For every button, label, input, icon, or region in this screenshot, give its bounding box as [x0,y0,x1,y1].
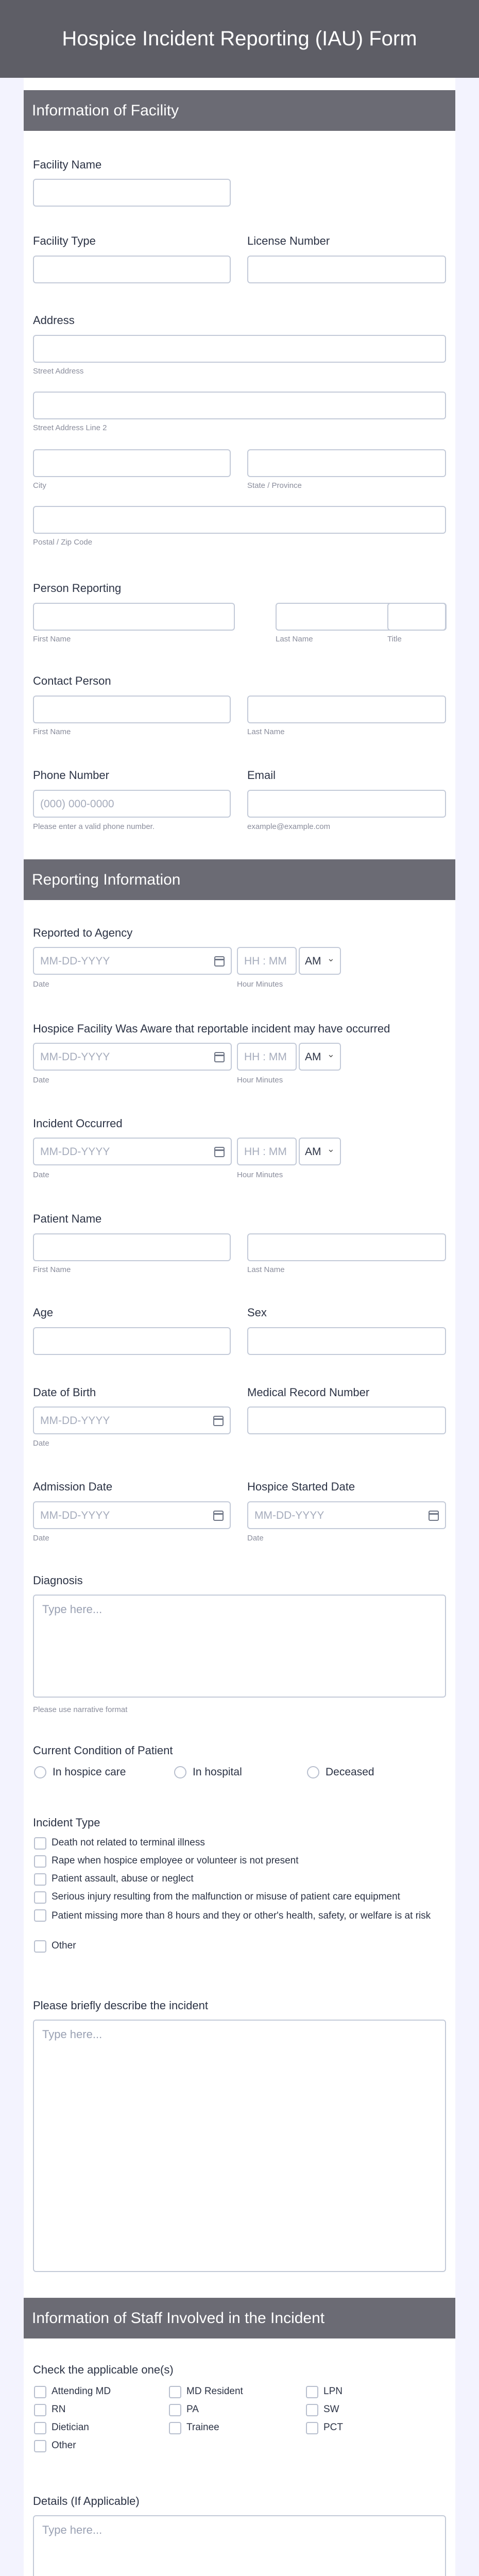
date-placeholder: MM-DD-YYYY [40,1415,110,1427]
incident-type-checkbox-4[interactable] [34,1909,46,1922]
reported-to-agency-label: Reported to Agency [33,926,133,939]
staff-checkbox-lpn[interactable] [306,2386,318,2398]
email-input[interactable] [247,790,446,818]
state-sublabel: State / Province [247,481,302,490]
incident-type-option-4: Patient missing more than 8 hours and they or other's health, safety, or welfare is at risk [52,1910,431,1921]
contact-person-label: Contact Person [33,674,111,687]
mrn-input[interactable] [247,1406,446,1434]
calendar-icon[interactable] [214,1147,225,1157]
reported-date-sublabel: Date [33,980,49,989]
date-placeholder: MM-DD-YYYY [40,1051,110,1063]
date-placeholder: MM-DD-YYYY [40,1146,110,1158]
aware-date-input[interactable] [33,1043,232,1071]
condition-option-hospice: In hospice care [53,1766,126,1778]
admission-date-sublabel: Date [33,1534,49,1543]
date-placeholder: MM-DD-YYYY [40,955,110,967]
sex-input[interactable] [247,1327,446,1355]
staff-option-lpn: LPN [323,2386,343,2397]
staff-checkbox-trainee[interactable] [169,2422,181,2434]
staff-checkbox-sw[interactable] [306,2404,318,2416]
contact-first-name-input[interactable] [33,696,231,723]
hospice-started-input[interactable] [247,1501,446,1529]
incident-type-option-3: Serious injury resulting from the malfunction or misuse of patient care equipment [52,1891,400,1902]
chevron-down-icon: ⌄ [327,953,335,963]
condition-option-deceased: Deceased [326,1766,374,1778]
sex-label: Sex [247,1306,267,1319]
reporter-last-sublabel: Last Name [276,635,313,643]
staff-checkbox-md-resident[interactable] [169,2386,181,2398]
facility-name-input[interactable] [33,179,231,207]
incident-time-sublabel: Hour Minutes [237,1171,283,1179]
street-address-2-sublabel: Street Address Line 2 [33,423,107,432]
incident-type-option-2: Patient assault, abuse or neglect [52,1873,194,1884]
age-input[interactable] [33,1327,231,1355]
staff-option-attending-md: Attending MD [52,2386,111,2397]
incident-occurred-label: Incident Occurred [33,1117,123,1130]
section-header-reporting: Reporting Information [24,859,455,900]
admission-date-input[interactable] [33,1501,231,1529]
incident-type-checkbox-5[interactable] [34,1940,46,1953]
facility-aware-label: Hospice Facility Was Aware that reportable incident may have occurred [33,1022,390,1035]
incident-type-checkbox-3[interactable] [34,1891,46,1904]
hospice-started-label: Hospice Started Date [247,1480,355,1493]
aware-time-sublabel: Hour Minutes [237,1076,283,1084]
condition-radio-hospital[interactable] [174,1766,186,1778]
phone-placeholder: (000) 000-0000 [40,798,114,810]
license-number-input[interactable] [247,256,446,283]
condition-option-hospital: In hospital [193,1766,242,1778]
diagnosis-label: Diagnosis [33,1574,83,1587]
reported-time-sublabel: Hour Minutes [237,980,283,989]
chevron-down-icon: ⌄ [327,1049,335,1059]
describe-textarea[interactable]: Type here... [33,2020,446,2272]
page-title: Hospice Incident Reporting (IAU) Form [62,27,417,50]
incident-type-option-5: Other [52,1940,76,1951]
reporter-first-sublabel: First Name [33,635,71,643]
incident-date-sublabel: Date [33,1171,49,1179]
contact-last-name-input[interactable] [247,696,446,723]
calendar-icon[interactable] [429,1511,439,1521]
calendar-icon[interactable] [214,1052,225,1062]
details-textarea[interactable]: Type here... [33,2515,446,2576]
condition-radio-deceased[interactable] [307,1766,319,1778]
hospice-started-sublabel: Date [247,1534,264,1543]
age-label: Age [33,1306,54,1319]
phone-hint: Please enter a valid phone number. [33,822,155,831]
date-placeholder: MM-DD-YYYY [254,1510,324,1521]
check-applicable-label: Check the applicable one(s) [33,2363,174,2376]
person-reporting-label: Person Reporting [33,582,122,595]
staff-option-md-resident: MD Resident [186,2386,243,2397]
section-header-staff: Information of Staff Involved in the Incident [24,2298,455,2338]
city-sublabel: City [33,481,46,490]
staff-checkbox-pa[interactable] [169,2404,181,2416]
chevron-down-icon: ⌄ [327,1144,335,1154]
staff-checkbox-other[interactable] [34,2440,46,2452]
staff-option-sw: SW [323,2404,339,2415]
staff-option-pa: PA [186,2404,199,2415]
incident-type-option-1: Rape when hospice employee or volunteer is not present [52,1855,299,1866]
reporter-title-input[interactable] [387,603,446,631]
zip-input[interactable] [33,506,446,534]
contact-last-sublabel: Last Name [247,727,285,736]
patient-last-sublabel: Last Name [247,1265,285,1274]
license-number-label: License Number [247,234,330,247]
dob-label: Date of Birth [33,1386,96,1399]
page-header [0,0,479,78]
contact-first-sublabel: First Name [33,727,71,736]
ampm-value: AM [305,1146,321,1158]
ampm-value: AM [305,1051,321,1063]
reported-ampm-select[interactable] [299,947,341,975]
time-placeholder: HH : MM [244,1146,287,1158]
aware-time-input[interactable] [237,1043,297,1071]
reporter-first-name-input[interactable] [33,603,235,631]
facility-name-label: Facility Name [33,158,102,171]
street-address-sublabel: Street Address [33,367,84,376]
calendar-icon[interactable] [214,956,225,967]
ampm-value: AM [305,955,321,967]
reporter-title-sublabel: Title [387,635,402,643]
diagnosis-textarea[interactable]: Type here... [33,1595,446,1698]
patient-first-sublabel: First Name [33,1265,71,1274]
aware-ampm-select[interactable] [299,1043,341,1071]
reported-date-input[interactable] [33,947,232,975]
dob-input[interactable] [33,1406,231,1434]
diagnosis-hint: Please use narrative format [33,1705,128,1714]
section-header-facility: Information of Facility [24,90,455,131]
incident-type-checkbox-0[interactable] [34,1837,46,1850]
incident-type-option-0: Death not related to terminal illness [52,1837,205,1848]
phone-number-label: Phone Number [33,769,109,782]
incident-time-input[interactable] [237,1138,297,1165]
patient-name-label: Patient Name [33,1212,102,1225]
phone-number-input[interactable] [33,790,231,818]
facility-type-input[interactable] [33,256,231,283]
street-address-2-input[interactable] [33,392,446,419]
staff-option-other: Other [52,2440,76,2451]
reported-time-input[interactable] [237,947,297,975]
email-label: Email [247,769,276,782]
calendar-icon[interactable] [213,1416,224,1426]
condition-radio-hospice[interactable] [34,1766,46,1778]
staff-checkbox-attending-md[interactable] [34,2386,46,2398]
time-placeholder: HH : MM [244,955,287,967]
staff-option-dietician: Dietician [52,2422,89,2433]
time-placeholder: HH : MM [244,1051,287,1063]
incident-type-checkbox-2[interactable] [34,1873,46,1886]
incident-type-checkbox-1[interactable] [34,1855,46,1868]
staff-checkbox-rn[interactable] [34,2404,46,2416]
state-input[interactable] [247,449,446,477]
staff-option-pct: PCT [323,2422,343,2433]
dob-sublabel: Date [33,1439,49,1448]
incident-ampm-select[interactable] [299,1138,341,1165]
date-placeholder: MM-DD-YYYY [40,1510,110,1521]
current-condition-label: Current Condition of Patient [33,1744,173,1757]
staff-checkbox-pct[interactable] [306,2422,318,2434]
calendar-icon[interactable] [213,1511,224,1521]
incident-type-label: Incident Type [33,1816,100,1829]
details-label: Details (If Applicable) [33,2495,140,2507]
street-address-input[interactable] [33,335,446,363]
mrn-label: Medical Record Number [247,1386,370,1399]
staff-checkbox-dietician[interactable] [34,2422,46,2434]
staff-option-rn: RN [52,2404,66,2415]
staff-option-trainee: Trainee [186,2422,219,2433]
admission-date-label: Admission Date [33,1480,113,1493]
zip-sublabel: Postal / Zip Code [33,538,93,547]
email-hint: example@example.com [247,822,331,831]
patient-last-name-input[interactable] [247,1233,446,1261]
city-input[interactable] [33,449,231,477]
incident-date-input[interactable] [33,1138,232,1165]
describe-label: Please briefly describe the incident [33,1999,208,2012]
address-label: Address [33,314,75,327]
facility-type-label: Facility Type [33,234,96,247]
aware-date-sublabel: Date [33,1076,49,1084]
patient-first-name-input[interactable] [33,1233,231,1261]
